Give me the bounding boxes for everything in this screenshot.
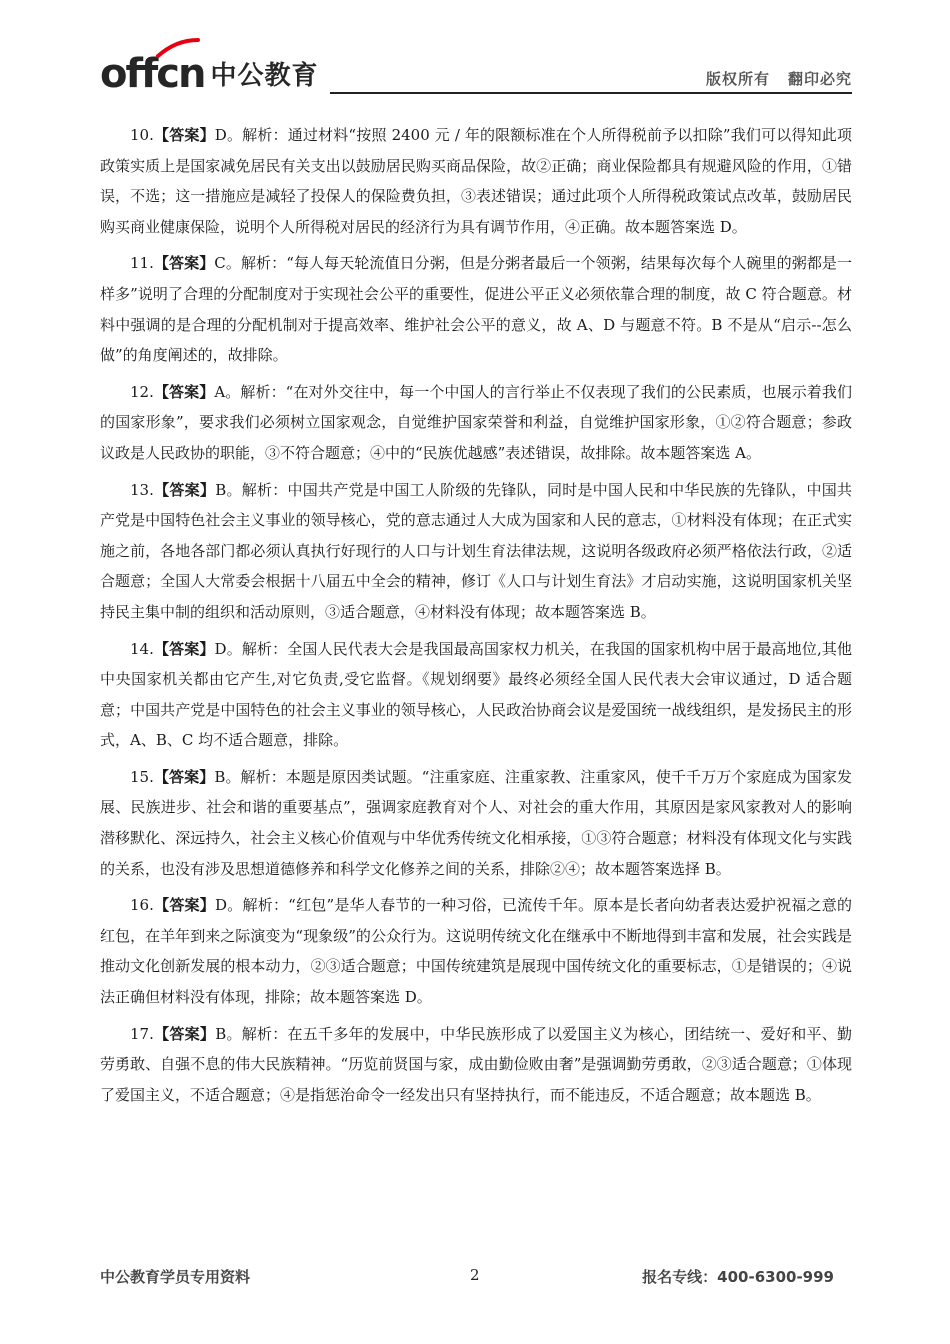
copyright-notice: 版权所有 翻印必究 [705,70,852,88]
footer-hotline: 报名专线：400-6300-999 [642,1268,834,1286]
footer-material-note: 中公教育学员专用资料 [100,1268,251,1286]
answer-paragraph-12: 12.【答案】A。解析：“在对外交往中，每一个中国人的言行举止不仅表现了我们的公民素质，也展示着我们的国家形象”，要求我们必须树立国家观念，自觉维护国家荣誉和利益，自觉维护国家形象，①②符合题意；参政议政是人民政协的职能，③不符合题意；④中的“民族优越感”表述错误，故排除。故本题答案选 A。 [100,382,852,462]
logo-swoosh-icon [156,38,200,58]
answer-paragraph-14: 14.【答案】D。解析：全国人民代表大会是我国最高国家权力机关，在我国的国家机构中居于最高地位,其他中央国家机关都由它产生,对它负责,受它监督。《规划纲要》最终必须经全国人民代表大会审议通过，D 适合题意；中国共产党是中国特色的社会主义事业的领导核心，人民政治协商会议是爱国统一战线组织，是发扬民主的形式，A、B、C 均不适合题意，排除。 [100,639,852,750]
answer-paragraph-11: 11.【答案】C。解析：“每人每天轮流值日分粥，但是分粥者最后一个领粥，结果每次每个人碗里的粥都是一样多”说明了合理的分配制度对于实现社会公平的重要性，促进公平正义必须依靠合理的制度，故 C 符合题意。材料中强调的是合理的分配机制对于提高效率、维护社会公平的意义，故 A、D 与题意不符。B 不是从“启示--怎么做”的角度阐述的，故排除。 [100,254,852,365]
page-number: 2 [470,1266,480,1284]
offcn-logo [100,40,319,97]
answer-explanations [100,120,852,1116]
logo-wordmark: offcn [100,54,204,94]
page-footer [100,1266,852,1296]
answer-paragraph-15: 15.【答案】B。解析：本题是原因类试题。“注重家庭、注重家教、注重家风，使千千万万个家庭成为国家发展、民族进步、社会和谐的重要基点”，强调家庭教育对个人、对社会的重大作用，其原因是家风家教对人的影响潜移默化、深远持久，社会主义核心价值观与中华优秀传统文化相承接，①③符合题意；材料没有体现文化与实践的关系，也没有涉及思想道德修养和科学文化修养之间的关系，排除②④；故本题答案选择 B。 [100,767,852,878]
answer-paragraph-13: 13.【答案】B。解析：中国共产党是中国工人阶级的先锋队，同时是中国人民和中华民族的先锋队，中国共产党是中国特色社会主义事业的领导核心，党的意志通过人大成为国家和人民的意志，①材料没有体现；在正式实施之前，各地各部门都必须认真执行好现行的人口与计划生育法律法规，这说明各级政府必须严格依法行政，②适合题意；全国人大常委会根据十八届五中全会的精神，修订《人口与计划生育法》才启动实施，这说明国家机关坚持民主集中制的组织和活动原则，③适合题意，④材料没有体现；故本题答案选 B。 [100,480,852,621]
answer-paragraph-16: 16.【答案】D。解析：“红包”是华人春节的一种习俗，已流传千年。原本是长者向幼者表达爱护祝福之意的红包，在羊年到来之际演变为“现象级”的公众行为。这说明传统文化在继承中不断地得到丰富和发展，社会实践是推动文化创新发展的根本动力，②③适合题意；中国传统建筑是展现中国传统文化的重要标志，①是错误的；④说法正确但材料没有体现，排除；故本题答案选 D。 [100,896,852,1007]
answer-paragraph-10: 10.【答案】D。解析：通过材料“按照 2400 元 / 年的限额标准在个人所得税前予以扣除”我们可以得知此项政策实质上是国家减免居民有关支出以鼓励居民购买商品保险，故②正确；商业保险都具有规避风险的作用，①错误，不选；这一措施应是减轻了投保人的保险费负担，③表述错误；通过此项个人所得税政策试点改革，鼓励居民购买商业健康保险，说明个人所得税对居民的经济行为具有调节作用，④正确。故本题答案选 D。 [100,126,852,236]
header-divider [330,92,852,94]
logo-chinese-name: 中公教育 [210,61,319,91]
answer-paragraph-17: 17.【答案】B。解析：在五千多年的发展中，中华民族形成了以爱国主义为核心，团结统一、爱好和平、勤劳勇敢、自强不息的伟大民族精神。“历览前贤国与家，成由勤俭败由奢”是强调勤劳勇敢，②③适合题意；①体现了爱国主义，不适合题意；④是指惩治命令一经发出只有坚持执行，而不能违反，不适合题意；故本题选 B。 [100,1024,852,1104]
page-header [100,40,852,96]
